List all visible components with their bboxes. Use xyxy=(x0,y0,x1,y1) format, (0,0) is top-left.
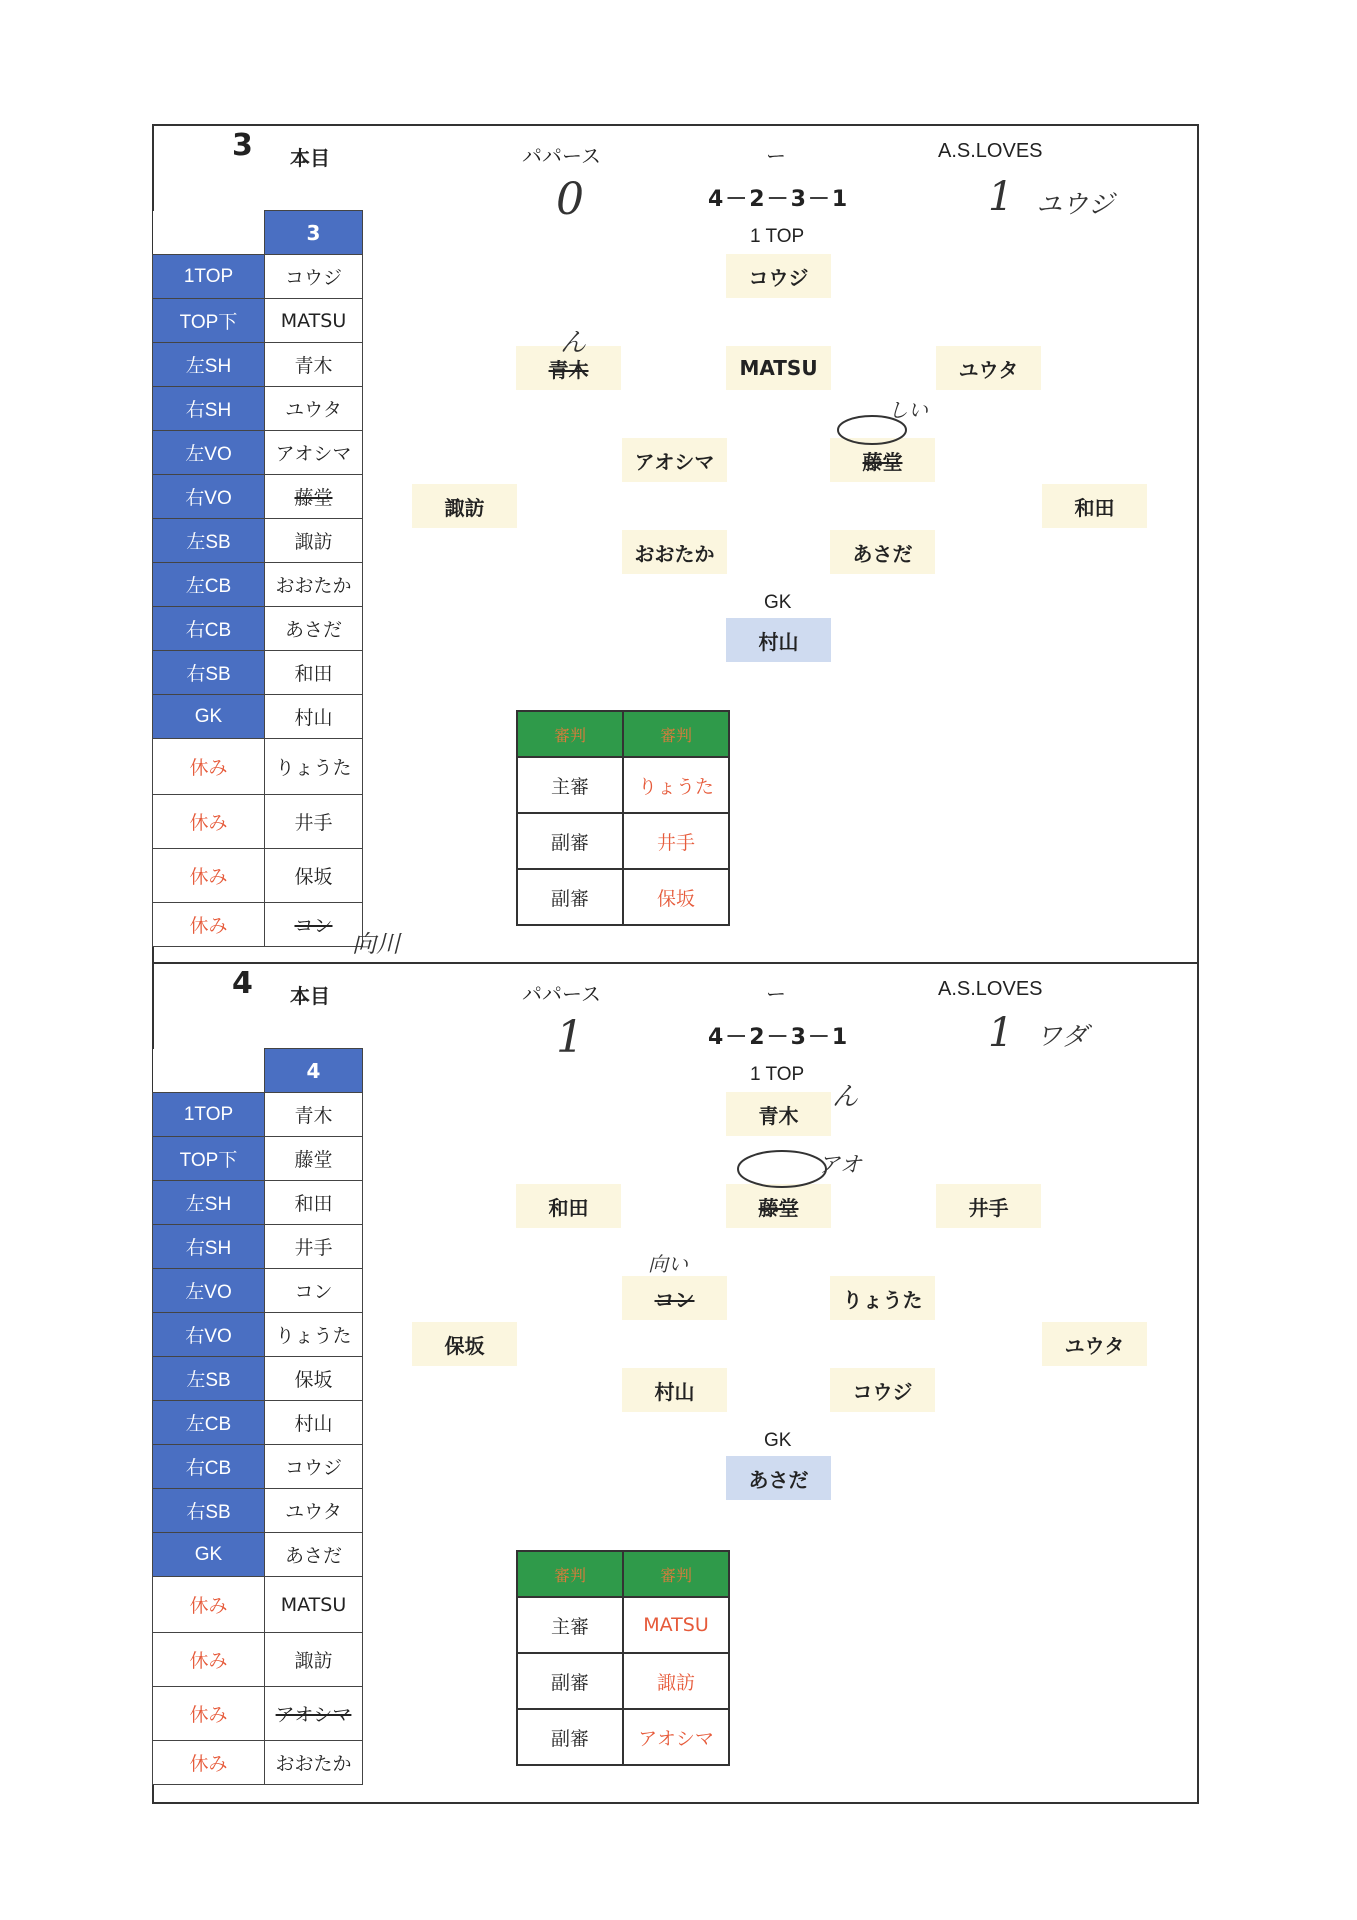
rest-name: 井手 xyxy=(265,795,363,849)
roster-pos: 左SH xyxy=(153,343,265,387)
scorer-note-handwritten: ワダ xyxy=(1036,1022,1088,1052)
roster-pos: 1TOP xyxy=(153,255,265,299)
referee-role: 主審 xyxy=(517,757,623,813)
match-block-3 xyxy=(152,124,1199,964)
field-1top: 青木 xyxy=(726,1092,831,1136)
table-row xyxy=(153,695,363,739)
roster-name: MATSU xyxy=(265,299,363,343)
referee-header: 審判 xyxy=(623,1551,729,1597)
table-row xyxy=(153,903,363,947)
field-left-sb: 諏訪 xyxy=(412,484,517,528)
roster-name: 和田 xyxy=(265,1181,363,1225)
handwritten-circle xyxy=(832,410,922,450)
field-left-vo: アオシマ xyxy=(622,438,727,482)
roster-name: 和田 xyxy=(265,651,363,695)
roster-name: 村山 xyxy=(265,695,363,739)
table-row xyxy=(153,739,363,795)
field-left-cb: 村山 xyxy=(622,1368,727,1412)
table-row xyxy=(153,299,363,343)
field-top-under: 藤堂 xyxy=(726,1184,831,1228)
table-row xyxy=(153,1225,363,1269)
field-left-sh: 和田 xyxy=(516,1184,621,1228)
referee-name: りょうた xyxy=(623,757,729,813)
table-row xyxy=(153,1137,363,1181)
roster-name: ユウタ xyxy=(265,1489,363,1533)
table-row xyxy=(153,1357,363,1401)
rest-label: 休み xyxy=(153,1577,265,1633)
rest-label: 休み xyxy=(153,903,265,947)
rest-name: 諏訪 xyxy=(265,1633,363,1687)
roster-name: 村山 xyxy=(265,1401,363,1445)
match-block-4 xyxy=(152,964,1199,1804)
table-row xyxy=(153,1577,363,1633)
roster-name: コウジ xyxy=(265,1445,363,1489)
roster-name: 藤堂 xyxy=(265,475,363,519)
roster-pos: 左SB xyxy=(153,1357,265,1401)
roster-name: 青木 xyxy=(265,343,363,387)
roster-pos: 右SB xyxy=(153,1489,265,1533)
referee-name: 井手 xyxy=(623,813,729,869)
table-row xyxy=(153,1633,363,1687)
table-row xyxy=(153,1533,363,1577)
match-number: 3 xyxy=(232,128,253,163)
referee-header: 審判 xyxy=(623,711,729,757)
field-right-vo: りょうた xyxy=(830,1276,935,1320)
handwritten-note: アオ xyxy=(818,1153,862,1178)
roster-table xyxy=(152,210,363,947)
handwritten-note: しい xyxy=(888,398,928,422)
field-right-cb: コウジ xyxy=(830,1368,935,1412)
scorer-note-handwritten: ユウジ xyxy=(1036,190,1115,220)
referee-header: 審判 xyxy=(517,1551,623,1597)
table-row xyxy=(153,1687,363,1741)
roster-pos: 右CB xyxy=(153,607,265,651)
roster-name: 井手 xyxy=(265,1225,363,1269)
referee-table xyxy=(516,710,730,926)
table-row xyxy=(153,519,363,563)
table-row xyxy=(153,255,363,299)
table-row xyxy=(153,387,363,431)
vs-dash: ー xyxy=(766,984,786,1006)
table-row xyxy=(153,1269,363,1313)
roster-name: 藤堂 xyxy=(265,1137,363,1181)
field-left-sh: 青木 xyxy=(516,346,621,390)
roster-name: 青木 xyxy=(265,1093,363,1137)
roster-pos: 右SB xyxy=(153,651,265,695)
field-1top: コウジ xyxy=(726,254,831,298)
referee-name: 諏訪 xyxy=(623,1653,729,1709)
referee-name: アオシマ xyxy=(623,1709,729,1765)
field-top-under: MATSU xyxy=(726,346,831,390)
roster-name: コウジ xyxy=(265,255,363,299)
roster-pos: GK xyxy=(153,695,265,739)
roster-corner xyxy=(153,211,265,255)
referee-role: 副審 xyxy=(517,1653,623,1709)
field-right-sh: ユウタ xyxy=(936,346,1041,390)
handwritten-circle xyxy=(732,1144,832,1194)
referee-role: 副審 xyxy=(517,869,623,925)
referee-name: MATSU xyxy=(623,1597,729,1653)
handwritten-note: 向い xyxy=(648,1252,688,1276)
top-label: 1 TOP xyxy=(750,1064,805,1085)
table-row xyxy=(153,1093,363,1137)
field-left-vo: コン xyxy=(622,1276,727,1320)
rest-name: おおたか xyxy=(265,1741,363,1785)
table-row xyxy=(153,1181,363,1225)
roster-pos: 左SB xyxy=(153,519,265,563)
rest-name: コン xyxy=(265,903,363,947)
table-row xyxy=(153,1401,363,1445)
roster-pos: GK xyxy=(153,1533,265,1577)
formation: 4－2－3－1 xyxy=(708,1025,850,1050)
score-home-handwritten: 0 xyxy=(556,174,584,225)
table-row xyxy=(153,1489,363,1533)
roster-pos: 右VO xyxy=(153,475,265,519)
roster-pos: 右VO xyxy=(153,1313,265,1357)
roster-name: 諏訪 xyxy=(265,519,363,563)
team-home: パパース xyxy=(522,984,601,1006)
gk-label: GK xyxy=(764,1430,792,1451)
table-row xyxy=(153,475,363,519)
referee-role: 副審 xyxy=(517,1709,623,1765)
roster-header: 3 xyxy=(265,211,363,255)
table-row xyxy=(153,1313,363,1357)
field-right-sb: ユウタ xyxy=(1042,1322,1147,1366)
roster-header: 4 xyxy=(265,1049,363,1093)
table-row xyxy=(153,343,363,387)
roster-pos: 左CB xyxy=(153,1401,265,1445)
score-away-handwritten: 1 xyxy=(988,1010,1014,1056)
match-number: 4 xyxy=(232,966,253,1001)
roster-name: コン xyxy=(265,1269,363,1313)
roster-name: りょうた xyxy=(265,1313,363,1357)
table-row xyxy=(517,1709,729,1765)
roster-pos: 右CB xyxy=(153,1445,265,1489)
rest-label: 休み xyxy=(153,739,265,795)
gk-label: GK xyxy=(764,592,792,613)
top-label: 1 TOP xyxy=(750,226,805,247)
rest-name: アオシマ xyxy=(265,1687,363,1741)
handwritten-note: 向川 xyxy=(352,930,400,958)
roster-pos: 左VO xyxy=(153,431,265,475)
team-away: A.S.LOVES xyxy=(938,978,1043,1000)
match-order-label: 本目 xyxy=(290,984,330,1008)
table-row xyxy=(153,1445,363,1489)
roster-name: 保坂 xyxy=(265,1357,363,1401)
referee-role: 主審 xyxy=(517,1597,623,1653)
field-gk: 村山 xyxy=(726,618,831,662)
team-home: パパース xyxy=(522,146,601,168)
rest-label: 休み xyxy=(153,795,265,849)
table-row xyxy=(517,1653,729,1709)
roster-table xyxy=(152,1048,363,1785)
roster-pos: 左SH xyxy=(153,1181,265,1225)
referee-name: 保坂 xyxy=(623,869,729,925)
roster-pos: TOP下 xyxy=(153,299,265,343)
score-away-handwritten: 1 xyxy=(988,174,1014,220)
table-row xyxy=(153,795,363,849)
roster-name: ユウタ xyxy=(265,387,363,431)
table-row xyxy=(517,757,729,813)
roster-pos: 右SH xyxy=(153,1225,265,1269)
handwritten-note: ん xyxy=(832,1082,859,1112)
field-right-vo: 藤堂 xyxy=(830,438,935,482)
roster-name: おおたか xyxy=(265,563,363,607)
table-row xyxy=(517,1597,729,1653)
handwritten-note: ん xyxy=(560,328,587,358)
roster-pos: 右SH xyxy=(153,387,265,431)
referee-table xyxy=(516,1550,730,1766)
field-left-cb: おおたか xyxy=(622,530,727,574)
roster-pos: 1TOP xyxy=(153,1093,265,1137)
referee-role: 副審 xyxy=(517,813,623,869)
roster-name: あさだ xyxy=(265,1533,363,1577)
score-home-handwritten: 1 xyxy=(556,1012,584,1063)
roster-corner xyxy=(153,1049,265,1093)
rest-label: 休み xyxy=(153,1633,265,1687)
rest-name: りょうた xyxy=(265,739,363,795)
referee-header: 審判 xyxy=(517,711,623,757)
field-right-cb: あさだ xyxy=(830,530,935,574)
match-order-label: 本目 xyxy=(290,146,330,170)
rest-label: 休み xyxy=(153,1687,265,1741)
roster-pos: TOP下 xyxy=(153,1137,265,1181)
field-gk: あさだ xyxy=(726,1456,831,1500)
table-row xyxy=(517,813,729,869)
field-right-sh: 井手 xyxy=(936,1184,1041,1228)
rest-label: 休み xyxy=(153,1741,265,1785)
roster-name: アオシマ xyxy=(265,431,363,475)
rest-name: MATSU xyxy=(265,1577,363,1633)
field-right-sb: 和田 xyxy=(1042,484,1147,528)
table-row xyxy=(153,607,363,651)
roster-pos: 左CB xyxy=(153,563,265,607)
formation: 4－2－3－1 xyxy=(708,187,850,212)
rest-label: 休み xyxy=(153,849,265,903)
roster-name: あさだ xyxy=(265,607,363,651)
field-left-sb: 保坂 xyxy=(412,1322,517,1366)
table-row xyxy=(153,849,363,903)
table-row xyxy=(153,431,363,475)
table-row xyxy=(153,651,363,695)
table-row xyxy=(153,1741,363,1785)
vs-dash: ー xyxy=(766,146,786,168)
table-row xyxy=(517,869,729,925)
rest-name: 保坂 xyxy=(265,849,363,903)
team-away: A.S.LOVES xyxy=(938,140,1043,162)
roster-pos: 左VO xyxy=(153,1269,265,1313)
table-row xyxy=(153,563,363,607)
